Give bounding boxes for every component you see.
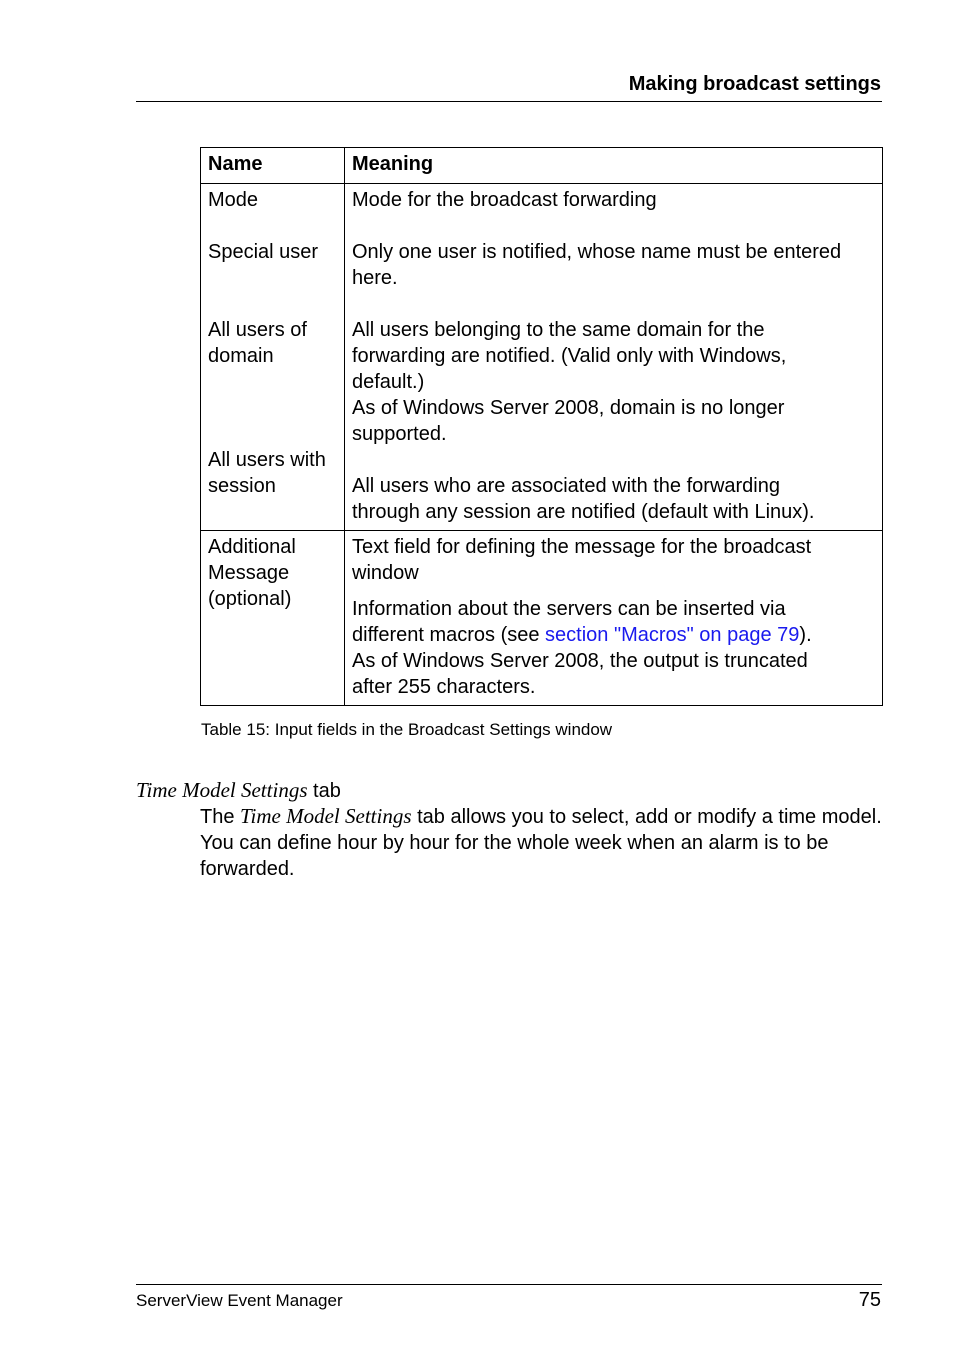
meaning-line: All users belonging to the same domain for the <box>352 319 765 341</box>
section-heading-italic: Time Model Settings <box>136 778 308 802</box>
name-mode: Mode <box>208 189 259 211</box>
table-row <box>201 531 883 706</box>
meaning-line: As of Windows Server 2008, the output is truncated <box>352 650 808 672</box>
meaning-cell <box>345 184 883 531</box>
name-cell <box>201 184 345 531</box>
meaning-line: As of Windows Server 2008, domain is no longer <box>352 397 785 419</box>
body-rest: tab allows you to select, add or modify a time model. You can define hour by hour for the whole week when an alarm is to be forwarded. <box>200 806 882 880</box>
name-additional: Additional <box>208 536 296 558</box>
name-optional: (optional) <box>208 588 292 610</box>
meaning-text: different macros (see <box>352 624 546 646</box>
meaning-line: All users who are associated with the forwarding <box>352 475 780 497</box>
table-row <box>201 184 883 531</box>
meaning-line: Only one user is notified, whose name must be entered <box>352 241 842 263</box>
footer-product-name: ServerView Event Manager <box>136 1291 343 1310</box>
meaning-line: Mode for the broadcast forwarding <box>352 189 657 211</box>
column-header-meaning: Meaning <box>345 148 883 184</box>
meaning-line: through any session are notified (default with Linux). <box>352 501 815 523</box>
body-italic: Time Model Settings <box>240 804 412 828</box>
name-all-users-session-1: All users with <box>208 449 326 471</box>
page-header-title: Making broadcast settings <box>628 73 881 95</box>
name-cell <box>201 531 345 706</box>
input-fields-table <box>200 147 883 706</box>
section-heading <box>136 777 341 804</box>
name-all-users-domain-2: domain <box>208 345 274 367</box>
name-message: Message <box>208 562 290 584</box>
table-header-row <box>201 148 883 184</box>
meaning-line: Information about the servers can be inserted via <box>352 598 786 620</box>
header-rule <box>136 101 882 102</box>
meaning-line-with-link <box>352 622 876 648</box>
table-caption: Table 15: Input fields in the Broadcast Settings window <box>201 720 613 739</box>
section-heading-suffix: tab <box>307 780 341 802</box>
meaning-cell <box>345 531 883 706</box>
page-number: 75 <box>858 1289 881 1311</box>
name-special-user: Special user <box>208 241 319 263</box>
column-header-name: Name <box>201 148 345 184</box>
meaning-line: forwarding are notified. (Valid only with Windows, <box>352 345 787 367</box>
body-prefix: The <box>200 806 241 828</box>
macros-section-link[interactable]: section "Macros" on page 79 <box>545 624 800 646</box>
meaning-line: here. <box>352 267 398 289</box>
meaning-line: window <box>352 562 419 584</box>
meaning-line: after 255 characters. <box>352 676 536 698</box>
name-all-users-session-2: session <box>208 475 276 497</box>
meaning-line: default.) <box>352 371 425 393</box>
meaning-line: Text field for defining the message for the broadcast <box>352 536 812 558</box>
footer-rule <box>136 1284 882 1285</box>
meaning-text: ). <box>799 624 812 646</box>
meaning-line: supported. <box>352 423 447 445</box>
section-body <box>200 803 890 882</box>
name-all-users-domain-1: All users of <box>208 319 307 341</box>
